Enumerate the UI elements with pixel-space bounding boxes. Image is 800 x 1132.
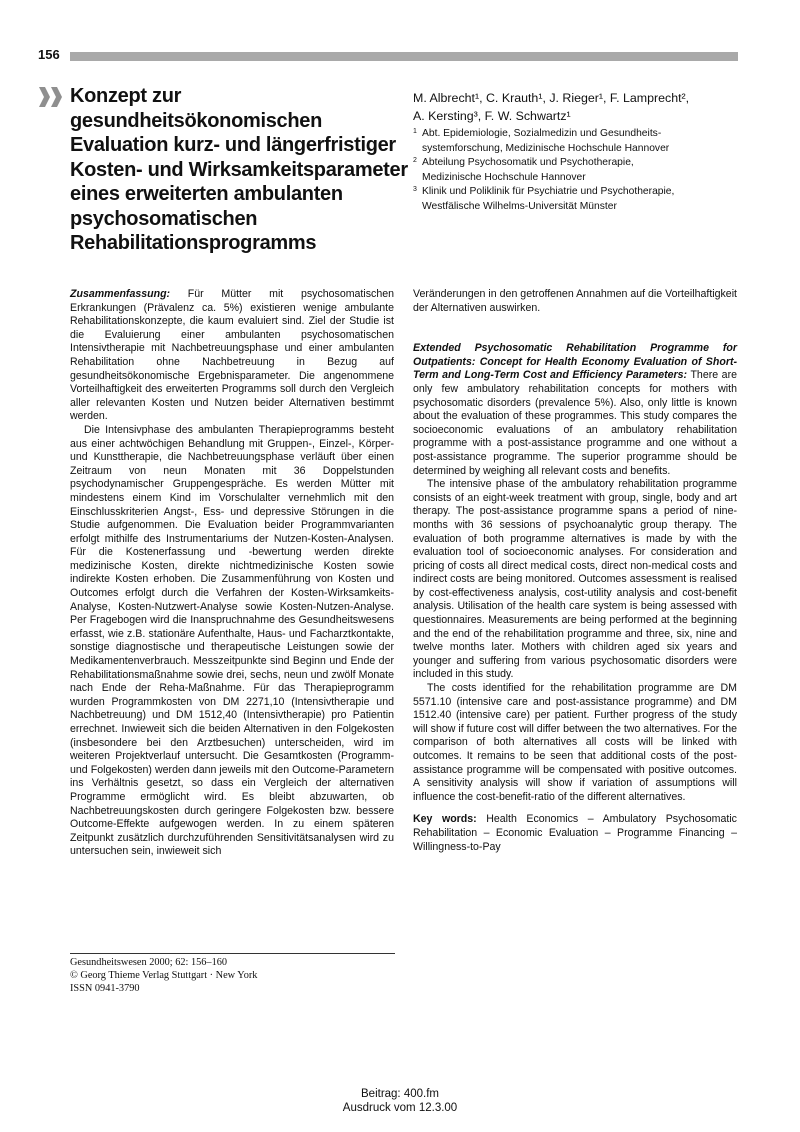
- issn-line: ISSN 0941-3790: [70, 982, 140, 994]
- title-line: gesundheitsökonomischen: [70, 109, 323, 132]
- english-abstract-paragraph: [413, 342, 737, 478]
- abstract-continuation: Veränderungen in den getroffenen Annahmen auf die Vorteilhaftigkeit der Alternativen auswirken.: [413, 288, 737, 314]
- author-line: A. Kersting³, F. W. Schwartz¹: [413, 108, 571, 123]
- affiliation-line: Medizinische Hochschule Hannover: [422, 171, 586, 183]
- title-line: Kosten- und Wirksamkeitsparameter: [70, 158, 408, 181]
- page-number: 156: [38, 47, 60, 62]
- citation-footer: [70, 957, 395, 995]
- abstract-paragraph: Die Intensivphase des ambulanten Therapieprogramms besteht aus einer achtwöchigen Behandlung mit Gruppen-, Einzel-, Körper- und Kunsttherapie, die Nachbetreuungsphase verläuft über einen Zeitraum von neun Monaten mit 36 Doppelstunden psychodynamischer Gruppengespräche. Es werden Mütter mit mindestens einem Kind im Vorschulalter vernehmlich mit den Einschlusskriterien Angst-, Ess- und depressive Störungen in die Studie aufgenommen. Die Evaluation beider Programmvarianten erfolgt mithilfe des Instrumentariums der Nutzen-Kosten-Analysen. Für die Kostenerfassung und -bewertung werden direkte medizinische Kosten, direkte nichtmedizinische Kosten sowie indirekte Kosten erhoben. Die Zusammenführung von Kosten und Outcomes erfolgt durch die Verfahren der Kosten-Wirksamkeits-Analyse, Kosten-Nutzwert-Analyse sowie Kosten-Nutzen-Analyse. Per Fragebogen wird die Inanspruchnahme des Gesundheitswesens erfasst, wie z.B. stationäre Aufenthalte, Haus- und Facharztkontakte, sonstige diagnostische und therapeutische Leistungen sowie der Medikamentenverbrauch. Messzeitpunkte sind Beginn und Ende der Rehabilitationsmaßnahme sowie drei, sechs, neun und zwölf Monate nach Ende der Reha-Maßnahme. Für das Therapieprogramm wurden Programmkosten von DM 2271,10 (Intensivtherapie und Nachbetreuung) und DM 1512,40 (Intensivtherapie) pro Patientin errechnet. Inwieweit sich die beiden Alternativen in den Folgekosten (insbesondere bei den Arztbesuchen) unterscheiden, wird im weiteren Projektverlauf untersucht. Die Gesamtkosten (Programm- und Folgekosten) werden dann jeweils mit den Outcome-Parametern ins Verhältnis gesetzt, so dass ein Vergleich der alternativen Programme ermöglicht wird. Es bleibt abzuwarten, ob Nachbetreuungskosten durch geringere Folgekosten bzw. bessere Outcome-Effekte aufgewogen werden. In zu einem späteren Zeitpunkt zusätzlich durchzuführenden Sensitivitätsanalysen wird zu untersuchen sein, inwieweit sich: [70, 423, 394, 858]
- author-line: M. Albrecht¹, C. Krauth¹, J. Rieger¹, F. Lamprecht²,: [413, 91, 690, 105]
- affiliation: [413, 185, 743, 214]
- affiliation-line: Abt. Epidemiologie, Sozialmedizin und Gesundheits-: [422, 128, 662, 139]
- print-info: [0, 1087, 800, 1115]
- affiliation-number: 3: [413, 186, 417, 194]
- affiliation-line: Westfälische Wilhelms-Universität Münster: [422, 200, 617, 212]
- affiliation-line: systemforschung, Medizinische Hochschule Hannover: [422, 142, 670, 154]
- title-line: Konzept zur: [70, 85, 182, 107]
- header-rule: [70, 52, 738, 61]
- article-title: [70, 84, 410, 256]
- author-list: [413, 90, 743, 125]
- citation-line: Gesundheitswesen 2000; 62: 156–160: [70, 957, 228, 968]
- affiliation-number: 2: [413, 157, 417, 165]
- english-abstract-paragraph: The costs identified for the rehabilitation programme are DM 5571.10 (intensive care and post-assistance programme) and DM 1512.40 (intensive care) per patient. Further progress of the study will show if future cost will differ between the two alternatives. For the comparison of both alternatives all costs will be linked with outcomes. It remains to be seen that additional costs of the post-assistance programme will be compensated with positive outcomes. A sensitivity analysis will show if variation of assumptions will influence the cost-benefit-ratio of the different alternatives.: [413, 682, 737, 803]
- footer-rule: [70, 953, 395, 954]
- affiliation-number: 1: [413, 128, 417, 135]
- title-line: Evaluation kurz- und längerfristiger: [70, 134, 396, 156]
- title-line: Rehabilitationsprogramms: [70, 232, 317, 254]
- affiliation: [413, 156, 743, 185]
- affiliation-line: Abteilung Psychosomatik und Psychotherapie,: [422, 157, 634, 169]
- abstract-text: There are only few ambulatory rehabilitation concepts for mothers with psychosomatic disorders (prevalence 5%). Also, only little is known about the evaluation of these programmes. This study compares the socioeconomic evaluations of an ambulatory rehabilitation programme with a post-assistance programme and one without a post-assistance programme. The superior programme should be determined by weighing all relevant costs and benefits.: [413, 369, 737, 477]
- german-abstract: [70, 288, 394, 859]
- print-info-line: Beitrag: 400.fm: [361, 1088, 439, 1100]
- abstract-text: Für Mütter mit psychosomatischen Erkrankungen (Prävalenz ca. 5%) existieren wenige ambulante Rehabilitationskonzepte, die kaum evaluiert sind. Ziel der Studie ist die Evaluierung einer ambulanten psychosomatischen Intensivtherapie mit Nachbetreuungsphase und einer ambulanten Rehabilitation ohne Nachbetreuung in Bezug auf gesundheitsökonomische Ergebnisparameter. Die angenommene Vorteilhaftigkeit des erweiterten Programms soll durch den Vergleich aller relevanten Kosten und Nutzen beider Alternativen bestimmt werden.: [70, 288, 394, 423]
- print-info-line: Ausdruck vom 12.3.00: [342, 1102, 458, 1115]
- double-chevron-icon: [38, 86, 64, 108]
- english-abstract-paragraph: The intensive phase of the ambulatory rehabilitation programme consists of an eight-week treatment with group, single, body and art therapy. The post-assistance programme spans a period of nine-months with 36 sessions of psychoanalytic group therapy. The evaluation of both programme alternatives is made by with the evaluation tool of socioeconomic analyses. For consideration and pricing of costs all direct medical costs, direct non-medical costs and indirect costs are being monitored. Outcomes assessment is realised by cost-effectiveness analysis, cost-utility analysis and cost-benefit analysis. Utilisation of the health care system is being assessed with questionnaires. Measurements are being performed at the beginning and the end of the rehabilitation programme and three, six, nine and twelve months later. Mothers with children aged six years and younger and suffering from various psychosomatic disorders were included in this study.: [413, 478, 737, 681]
- title-line: psychosomatischen: [70, 207, 258, 230]
- affiliation-line: Klinik und Poliklinik für Psychiatrie und Psychotherapie,: [422, 186, 675, 198]
- key-words-label: Key words:: [413, 813, 477, 826]
- title-line: eines erweiterten ambulanten: [70, 183, 343, 205]
- key-words: [413, 813, 737, 854]
- abstract-label: Zusammenfassung:: [70, 288, 171, 300]
- publisher-line: © Georg Thieme Verlag Stuttgart · New York: [70, 969, 258, 981]
- english-abstract-title: Extended Psychosomatic Rehabilitation Programme for Outpatients: Concept for Health Economy Evaluation of Short-Term and Long-Term Cost and Efficiency Parameters:: [413, 342, 737, 382]
- abstract-paragraph: [70, 288, 394, 424]
- affiliation: [413, 127, 743, 156]
- affiliation-list: [413, 127, 743, 215]
- right-column: [413, 288, 737, 854]
- key-words-text: Health Economics – Ambulatory Psychosomatic Rehabilitation – Economic Evaluation – Programme Financing – Willingness-to-Pay: [413, 813, 737, 853]
